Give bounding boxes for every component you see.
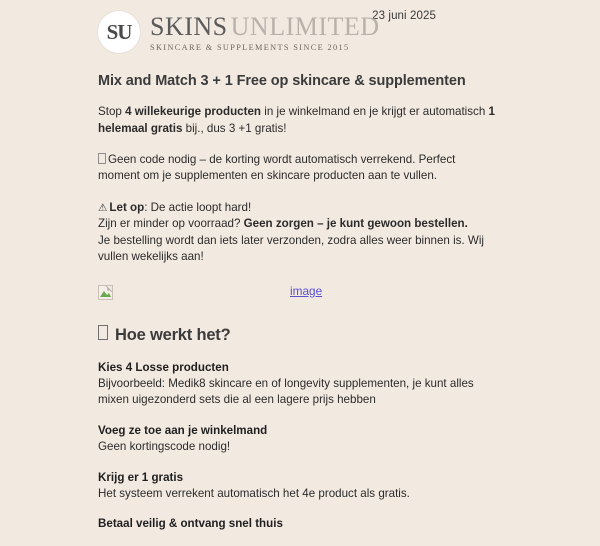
how-it-works-heading xyxy=(98,325,498,345)
missing-glyph-icon xyxy=(98,153,106,164)
warning-label: Let op xyxy=(109,200,145,214)
warning-rest: : De actie loopt hard! xyxy=(144,200,252,214)
notice-shipping-line: Je bestelling wordt dan iets later verzonden, zodra alles weer binnen is. Wij vullen wekelijks aan! xyxy=(98,233,485,264)
intro-text-2: in je winkelmand en je krijgt er automatisch xyxy=(261,105,489,119)
skins-unlimited-logo-icon xyxy=(98,11,140,53)
brand-tagline: SKINCARE & SUPPLEMENTS SINCE 2015 xyxy=(150,43,350,52)
how-step xyxy=(98,423,498,456)
step-body: Geen kortingscode nodig! xyxy=(98,440,231,454)
stock-reassurance: Geen zorgen – je kunt gewoon bestellen. xyxy=(243,217,468,231)
no-code-paragraph xyxy=(98,152,498,185)
promo-intro-paragraph xyxy=(98,104,498,137)
no-code-text: Geen code nodig – de korting wordt automatisch verrekend. Perfect moment om je supplementen en skincare producten aan te vullen. xyxy=(98,153,456,183)
email-body xyxy=(98,72,498,546)
step-body: Bijvoorbeeld: Medik8 skincare en of longevity supplementen, je kunt alles mixen uigezonderd sets die al een lagere prijs hebben xyxy=(98,376,474,407)
stock-question: Zijn er minder op voorraad? xyxy=(98,217,244,231)
email-date: 23 juni 2025 xyxy=(372,10,436,22)
promo-headline: Mix and Match 3 + 1 Free op skincare & supplementen xyxy=(98,73,466,89)
how-step xyxy=(98,360,498,409)
intro-bold-products: 4 willekeurige producten xyxy=(125,105,262,119)
step-title: Betaal veilig & ontvang snel thuis xyxy=(98,517,283,531)
step-title: Voeg ze toe aan je winkelmand xyxy=(98,423,268,437)
email-header xyxy=(0,0,600,62)
brand-lockup xyxy=(98,11,380,53)
step-body: Het systeem verrekent automatisch het 4e product als gratis. xyxy=(98,486,410,500)
notice-stock-line xyxy=(98,216,498,232)
image-placeholder-row xyxy=(98,281,498,307)
how-step xyxy=(98,516,498,532)
brand-wordmark xyxy=(150,12,380,52)
step-title: Kies 4 Losse producten xyxy=(98,360,229,374)
how-it-works-heading-text: Hoe werkt het? xyxy=(115,325,231,344)
brand-word-skins: SKINS xyxy=(150,12,228,41)
image-alt-link[interactable]: image xyxy=(290,283,323,298)
intro-text-1: Stop xyxy=(98,105,126,119)
missing-glyph-icon xyxy=(98,325,108,340)
notice-warning-line xyxy=(98,200,498,216)
broken-image-icon xyxy=(98,285,113,300)
logo-monogram: SU xyxy=(106,19,132,44)
brand-word-unlimited: UNLIMITED xyxy=(230,12,380,41)
how-step xyxy=(98,470,498,503)
brand-name xyxy=(150,14,380,40)
stock-notice xyxy=(98,200,498,266)
intro-bold-free: 1 helemaal gratis xyxy=(98,105,495,135)
intro-text-3: bij., dus 3 +1 gratis! xyxy=(182,121,287,135)
step-title: Krijg er 1 gratis xyxy=(98,470,184,484)
warning-triangle-icon: ⚠ xyxy=(98,201,108,214)
